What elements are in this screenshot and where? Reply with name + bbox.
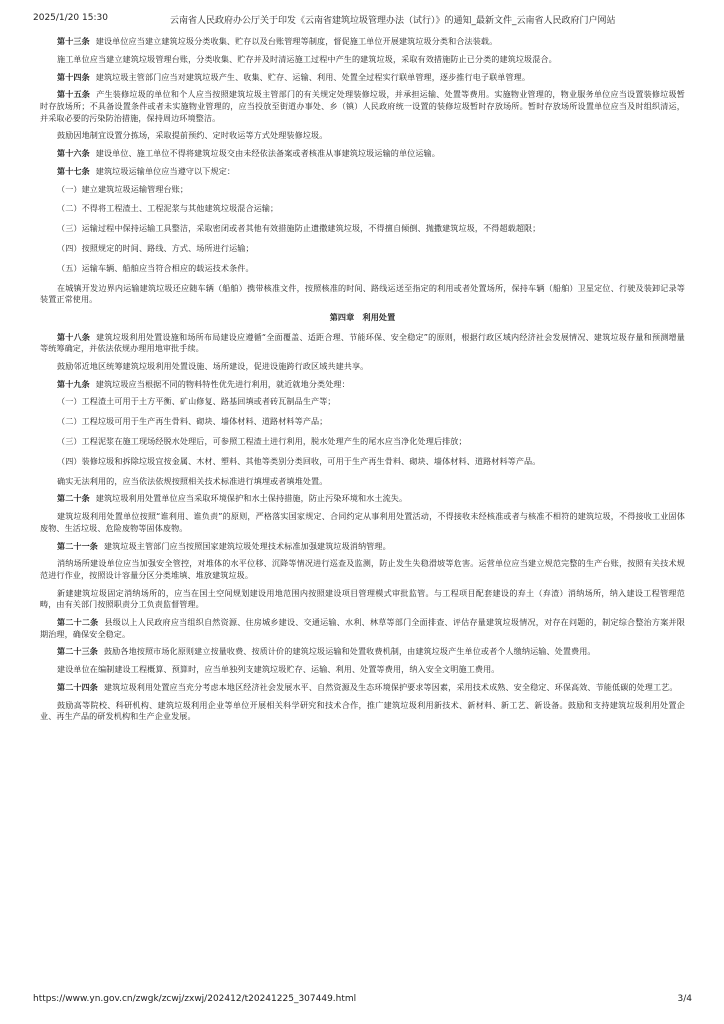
list-item: （四）按照规定的时间、路线、方式、场所进行运输； xyxy=(57,243,254,253)
document-body xyxy=(40,36,685,729)
body-paragraph: 在城镇开发边界内运输建筑垃圾还应随车辆（船舶）携带核准文件，按照核准的时间、路线运送至指定的利用或者处置场所，保持车辆（船舶）卫星定位、行驶及装卸记录等装置正常使用。 xyxy=(40,282,685,305)
body-paragraph: 鼓励高等院校、科研机构、建筑垃圾利用企业等单位开展相关科学研究和技术合作，推广建筑垃圾利用新技术、新材料、新工艺、新设备。鼓励和支持建筑垃圾利用处置企业、再生产品的研发机构和生产企业发展。 xyxy=(40,699,685,722)
article-paragraph xyxy=(40,166,685,178)
article-text: 建设单位、施工单位不得将建筑垃圾交由未经依法备案或者核准从事建筑垃圾运输的单位运输。 xyxy=(95,148,440,159)
article-paragraph xyxy=(40,89,685,124)
list-item: （五）运输车辆、船舶应当符合相应的载运技术条件。 xyxy=(57,262,254,273)
article-number: 第十九条 xyxy=(57,378,90,389)
article-text: 建设单位应当建立建筑垃圾分类收集、贮存以及台账管理等制度，督促施工单位开展建筑垃圾分类和合法装载。 xyxy=(95,36,498,46)
article-paragraph xyxy=(40,379,685,391)
article-text: 建筑垃圾利用处置单位应当采取环境保护和水土保持措施，防止污染环境和水土流失。 xyxy=(95,493,408,504)
article-text: 建筑垃圾运输单位应当遵守以下规定： xyxy=(95,165,236,176)
chapter-heading: 第四章 利用处置 xyxy=(329,311,396,322)
article-paragraph xyxy=(40,617,685,640)
article-paragraph xyxy=(40,646,685,658)
article-number: 第十三条 xyxy=(57,36,90,46)
article-text: 产生装修垃圾的单位和个人应当按照建筑垃圾主管部门的有关规定处理装修垃圾，并承担运输、处置等费用。实施物业管理的，物业服务单位应当设置装修垃圾暂时存放场所；不具备设置条件或者未实施物业管理的，应当投放至街道办事处、乡（镇）人民政府统一设置的装修垃圾暂时存放场所。暂时存放场所设置单位应当及时组织清运，并采取必要的污染防治措施，保持周边环境整洁。 xyxy=(40,89,685,123)
body-paragraph: 鼓励邻近地区统筹建筑垃圾利用处置设施、场所建设，促进设施跨行政区域共建共享。 xyxy=(57,360,369,371)
body-paragraph: 消纳场所建设单位应当加强安全管控，对堆体的水平位移、沉降等情况进行巡查及监测，防止发生失稳滑坡等危害。运营单位应当建立规范完整的生产台账，按照有关技术规范进行作业，按照设计容量分区分类堆填、堆放建筑垃圾。 xyxy=(40,558,685,580)
article-number: 第二十二条 xyxy=(57,617,99,628)
article-paragraph xyxy=(40,148,685,160)
article-paragraph xyxy=(40,72,685,84)
list-item: （二）不得将工程渣土、工程泥浆与其他建筑垃圾混合运输； xyxy=(57,203,279,214)
body-paragraph: 建筑垃圾利用处置单位按照“谁利用、谁负责”的原则，严格落实国家规定、合同约定从事利用处置活动，不得接收未经核准或者与核准不相符的建筑垃圾，不得接收工业固体废物、生活垃圾、危险废物等固体废物。 xyxy=(40,511,685,533)
article-paragraph xyxy=(40,332,685,355)
body-paragraph: 施工单位应当建立建筑垃圾管理台账，分类收集、贮存并及时清运施工过程中产生的建筑垃圾，采取有效措施防止已分类的建筑垃圾混合。 xyxy=(57,53,557,64)
article-text: 县级以上人民政府应当组织自然资源、住房城乡建设、交通运输、水利、林草等部门全面排查、评估存量建筑垃圾情况，对存在问题的，制定综合整治方案并限期治理，确保安全稳定。 xyxy=(40,617,685,639)
list-item: （一）工程渣土可用于土方平衡、矿山修复、路基回填或者砖瓦制品生产等； xyxy=(57,396,336,407)
print-url: https://www.yn.gov.cn/zwgk/zcwj/zxwj/202412/t20241225_307449.html xyxy=(33,994,357,1004)
body-paragraph: 新建建筑垃圾固定消纳场所的，应当在国土空间规划建设用地范围内按照建设项目管理模式审批监管。与工程项目配套建设的弃土（弃渣）消纳场所，纳入建设工程管理范畴，由有关部门按照职责分工负责监督管理。 xyxy=(40,587,685,610)
list-item: （三）工程泥浆在施工现场经脱水处理后，可参照工程渣土进行利用，脱水处理产生的尾水应当净化处理后排放； xyxy=(57,436,467,447)
print-page-title: 云南省人民政府办公厅关于印发《云南省建筑垃圾管理办法（试行）》的通知_最新文件_云南省人民政府门户网站 xyxy=(170,16,616,26)
body-paragraph: 确实无法利用的，应当依法依规按照相关技术标准进行填埋或者填堆处置。 xyxy=(57,475,328,486)
article-number: 第二十三条 xyxy=(57,646,98,657)
article-number: 第十七条 xyxy=(57,165,90,176)
article-text: 建筑垃圾利用处置应当充分考虑本地区经济社会发展水平、自然资源及生态环境保护要求等因素，采用技术成熟、安全稳定、环保高效、节能低碳的处理工艺。 xyxy=(103,682,678,692)
body-paragraph: 鼓励因地制宜设置分拣场，采取提前预约、定时收运等方式处理装修垃圾。 xyxy=(57,130,328,141)
body-paragraph: 建设单位在编制建设工程概算、预算时，应当单独列支建筑垃圾贮存、运输、利用、处置等费用，纳入安全文明施工费用。 xyxy=(57,664,500,675)
article-paragraph xyxy=(40,541,685,553)
article-number: 第二十四条 xyxy=(57,682,98,692)
list-item: （四）装修垃圾和拆除垃圾宜按金属、木材、塑料、其他等类别分类回收，可用于生产再生骨料、砌块、墙体材料、道路材料等产品。 xyxy=(57,455,541,466)
print-datetime: 2025/1/20 15:30 xyxy=(33,13,108,23)
article-number: 第十四条 xyxy=(57,71,90,82)
article-number: 第十六条 xyxy=(57,148,90,159)
page-number: 3/4 xyxy=(677,994,692,1004)
article-paragraph xyxy=(40,36,685,48)
article-number: 第二十条 xyxy=(57,493,90,504)
article-text: 建筑垃圾主管部门应当按照国家建筑垃圾处理技术标准加强建筑垃圾消纳管理。 xyxy=(103,540,391,551)
article-text: 建筑垃圾利用处置设施和场所布局建设应遵循“全面覆盖、适距合理、节能环保、安全稳定”的原则，根据行政区域内经济社会发展情况、建筑垃圾存量和预测增量等统筹确定，并依法依规办理用地审批手续。 xyxy=(40,331,685,354)
article-text: 建筑垃圾主管部门应当对建筑垃圾产生、收集、贮存、运输、利用、处置全过程实行联单管理，逐步推行电子联单管理。 xyxy=(95,71,531,82)
article-text: 建筑垃圾应当根据不同的物料特性优先进行利用，就近就地分类处理： xyxy=(95,378,350,389)
article-paragraph xyxy=(40,682,685,694)
list-item: （一）建立建筑垃圾运输管理台账； xyxy=(57,183,189,194)
list-item: （三）运输过程中保持运输工具整洁，采取密闭或者其他有效措施防止遗撒建筑垃圾，不得擅自倾倒、抛撒建筑垃圾，不得超载超限； xyxy=(57,223,541,234)
print-footer xyxy=(33,994,692,1008)
article-paragraph xyxy=(40,493,685,505)
print-header xyxy=(33,13,692,27)
article-number: 第十五条 xyxy=(57,89,91,100)
article-number: 第二十一条 xyxy=(57,540,98,551)
list-item: （二）工程垃圾可用于生产再生骨料、砌块、墙体材料、道路材料等产品； xyxy=(57,416,328,427)
article-text: 鼓励各地按照市场化原则建立按量收费、按质计价的建筑垃圾运输和处置收费机制，由建筑垃圾产生单位或者个人缴纳运输、处置费用。 xyxy=(103,646,596,657)
article-number: 第十八条 xyxy=(57,331,91,342)
